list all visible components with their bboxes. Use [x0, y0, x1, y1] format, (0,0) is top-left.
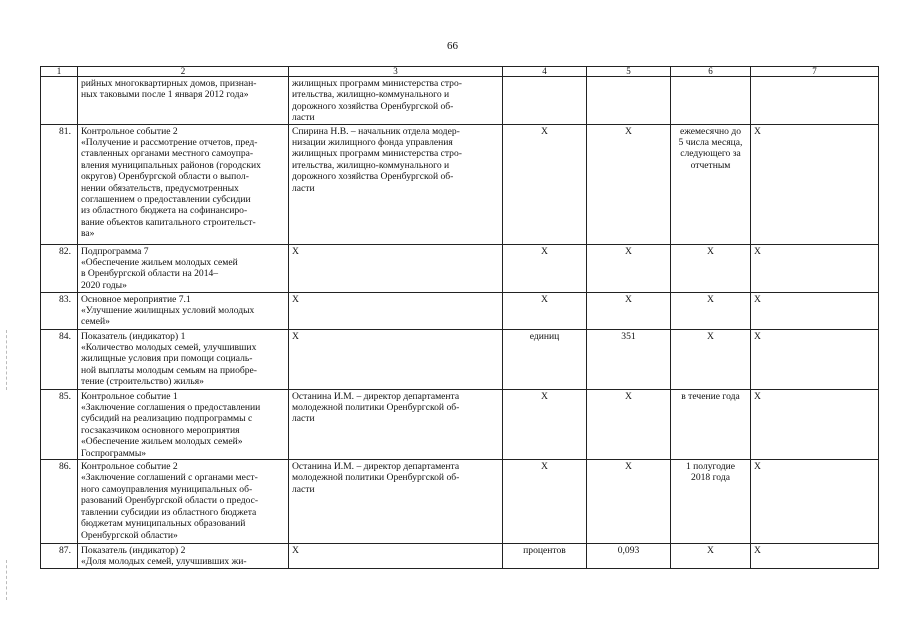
indicator-value: Х: [587, 389, 671, 459]
row-number: 86.: [41, 460, 78, 544]
event-description: рийных многоквартирных домов, признан- ных таковыми после 1 января 2012 года»: [78, 77, 289, 125]
responsible-person: Спирина Н.В. – начальник отдела модер- низации жилищного фонда управления жилищных программ министерства стро- ительства, жилищно-коммунального и дорожного хозяйства Оренбургской об- ласти: [289, 124, 503, 244]
indicator-value: Х: [587, 292, 671, 329]
row-number: 82.: [41, 244, 78, 292]
responsible-person: жилищных программ министерства стро- ительства, жилищно-коммунального и дорожного хозяйства Оренбургской об- ласти: [289, 77, 503, 125]
column-header: 4: [503, 67, 587, 77]
column-7-value: Х: [751, 460, 879, 544]
column-7-value: Х: [751, 244, 879, 292]
table-row: [41, 244, 879, 292]
margin-fold-mark: [6, 560, 8, 600]
table-row: [41, 544, 879, 569]
table-row: [41, 460, 879, 544]
responsible-person: Останина И.М. – директор департамента молодежной политики Оренбургской об- ласти: [289, 389, 503, 459]
responsible-person: Х: [289, 244, 503, 292]
plan-table: [40, 66, 879, 569]
column-header: 5: [587, 67, 671, 77]
column-7-value: Х: [751, 292, 879, 329]
responsible-person: Останина И.М. – директор департамента молодежной политики Оренбургской об- ласти: [289, 460, 503, 544]
column-7-value: Х: [751, 124, 879, 244]
table-row: [41, 124, 879, 244]
column-7-value: Х: [751, 389, 879, 459]
row-number: 83.: [41, 292, 78, 329]
deadline: Х: [671, 329, 751, 389]
unit-of-measure: Х: [503, 124, 587, 244]
responsible-person: Х: [289, 329, 503, 389]
deadline: ежемесячно до 5 числа месяца, следующего за отчетным: [671, 124, 751, 244]
column-header: 6: [671, 67, 751, 77]
column-header: 2: [78, 67, 289, 77]
responsible-person: Х: [289, 292, 503, 329]
row-number: 87.: [41, 544, 78, 569]
column-7-value: Х: [751, 329, 879, 389]
indicator-value: Х: [587, 244, 671, 292]
column-header: 7: [751, 67, 879, 77]
unit-of-measure: [503, 77, 587, 125]
row-number: 84.: [41, 329, 78, 389]
table-row: [41, 329, 879, 389]
row-number: [41, 77, 78, 125]
indicator-value: [587, 77, 671, 125]
table-row: [41, 292, 879, 329]
deadline: Х: [671, 544, 751, 569]
deadline: в течение года: [671, 389, 751, 459]
event-description: Подпрограмма 7 «Обеспечение жильем молодых семей в Оренбургской области на 2014– 2020 годы»: [78, 244, 289, 292]
event-description: Показатель (индикатор) 2 «Доля молодых семей, улучшивших жи-: [78, 544, 289, 569]
table-row: [41, 389, 879, 459]
column-7-value: [751, 77, 879, 125]
row-number: 85.: [41, 389, 78, 459]
row-number: 81.: [41, 124, 78, 244]
table-row: [41, 77, 879, 125]
event-description: Контрольное событие 2 «Заключение соглашений с органами мест- ного самоуправления муниципальных об- разований Оренбургской области о предос- тавлении субсидии из областного бюджета бюджетам муниципальных образований Оренбургской области»: [78, 460, 289, 544]
unit-of-measure: Х: [503, 292, 587, 329]
column-header: 1: [41, 67, 78, 77]
unit-of-measure: Х: [503, 244, 587, 292]
unit-of-measure: процентов: [503, 544, 587, 569]
event-description: Показатель (индикатор) 1 «Количество молодых семей, улучшивших жилищные условия при помощи социаль- ной выплаты молодым семьям на приобре- тение (строительство) жилья»: [78, 329, 289, 389]
page-number: 66: [447, 40, 458, 52]
event-description: Контрольное событие 2 «Получение и рассмотрение отчетов, пред- ставленных органами местного самоупра- вления муниципальных районов (городских округов) Оренбургской области о выпол- нении обязательств, предусмотренных соглашением о предоставлении субсидии из областного бюджета на софинансиро- вание объектов капитального строительст- ва»: [78, 124, 289, 244]
column-7-value: Х: [751, 544, 879, 569]
deadline: 1 полугодие 2018 года: [671, 460, 751, 544]
unit-of-measure: Х: [503, 460, 587, 544]
unit-of-measure: Х: [503, 389, 587, 459]
indicator-value: 351: [587, 329, 671, 389]
column-number-row: [41, 67, 879, 77]
indicator-value: Х: [587, 124, 671, 244]
event-description: Контрольное событие 1 «Заключение соглашения о предоставлении субсидий на реализацию подпрограммы с госзаказчиком основного мероприятия «Обеспечение жильем молодых семей» Госпрограммы»: [78, 389, 289, 459]
unit-of-measure: единиц: [503, 329, 587, 389]
column-header: 3: [289, 67, 503, 77]
margin-fold-mark: [6, 330, 8, 390]
deadline: Х: [671, 292, 751, 329]
indicator-value: Х: [587, 460, 671, 544]
responsible-person: Х: [289, 544, 503, 569]
deadline: [671, 77, 751, 125]
deadline: Х: [671, 244, 751, 292]
event-description: Основное мероприятие 7.1 «Улучшение жилищных условий молодых семей»: [78, 292, 289, 329]
indicator-value: 0,093: [587, 544, 671, 569]
